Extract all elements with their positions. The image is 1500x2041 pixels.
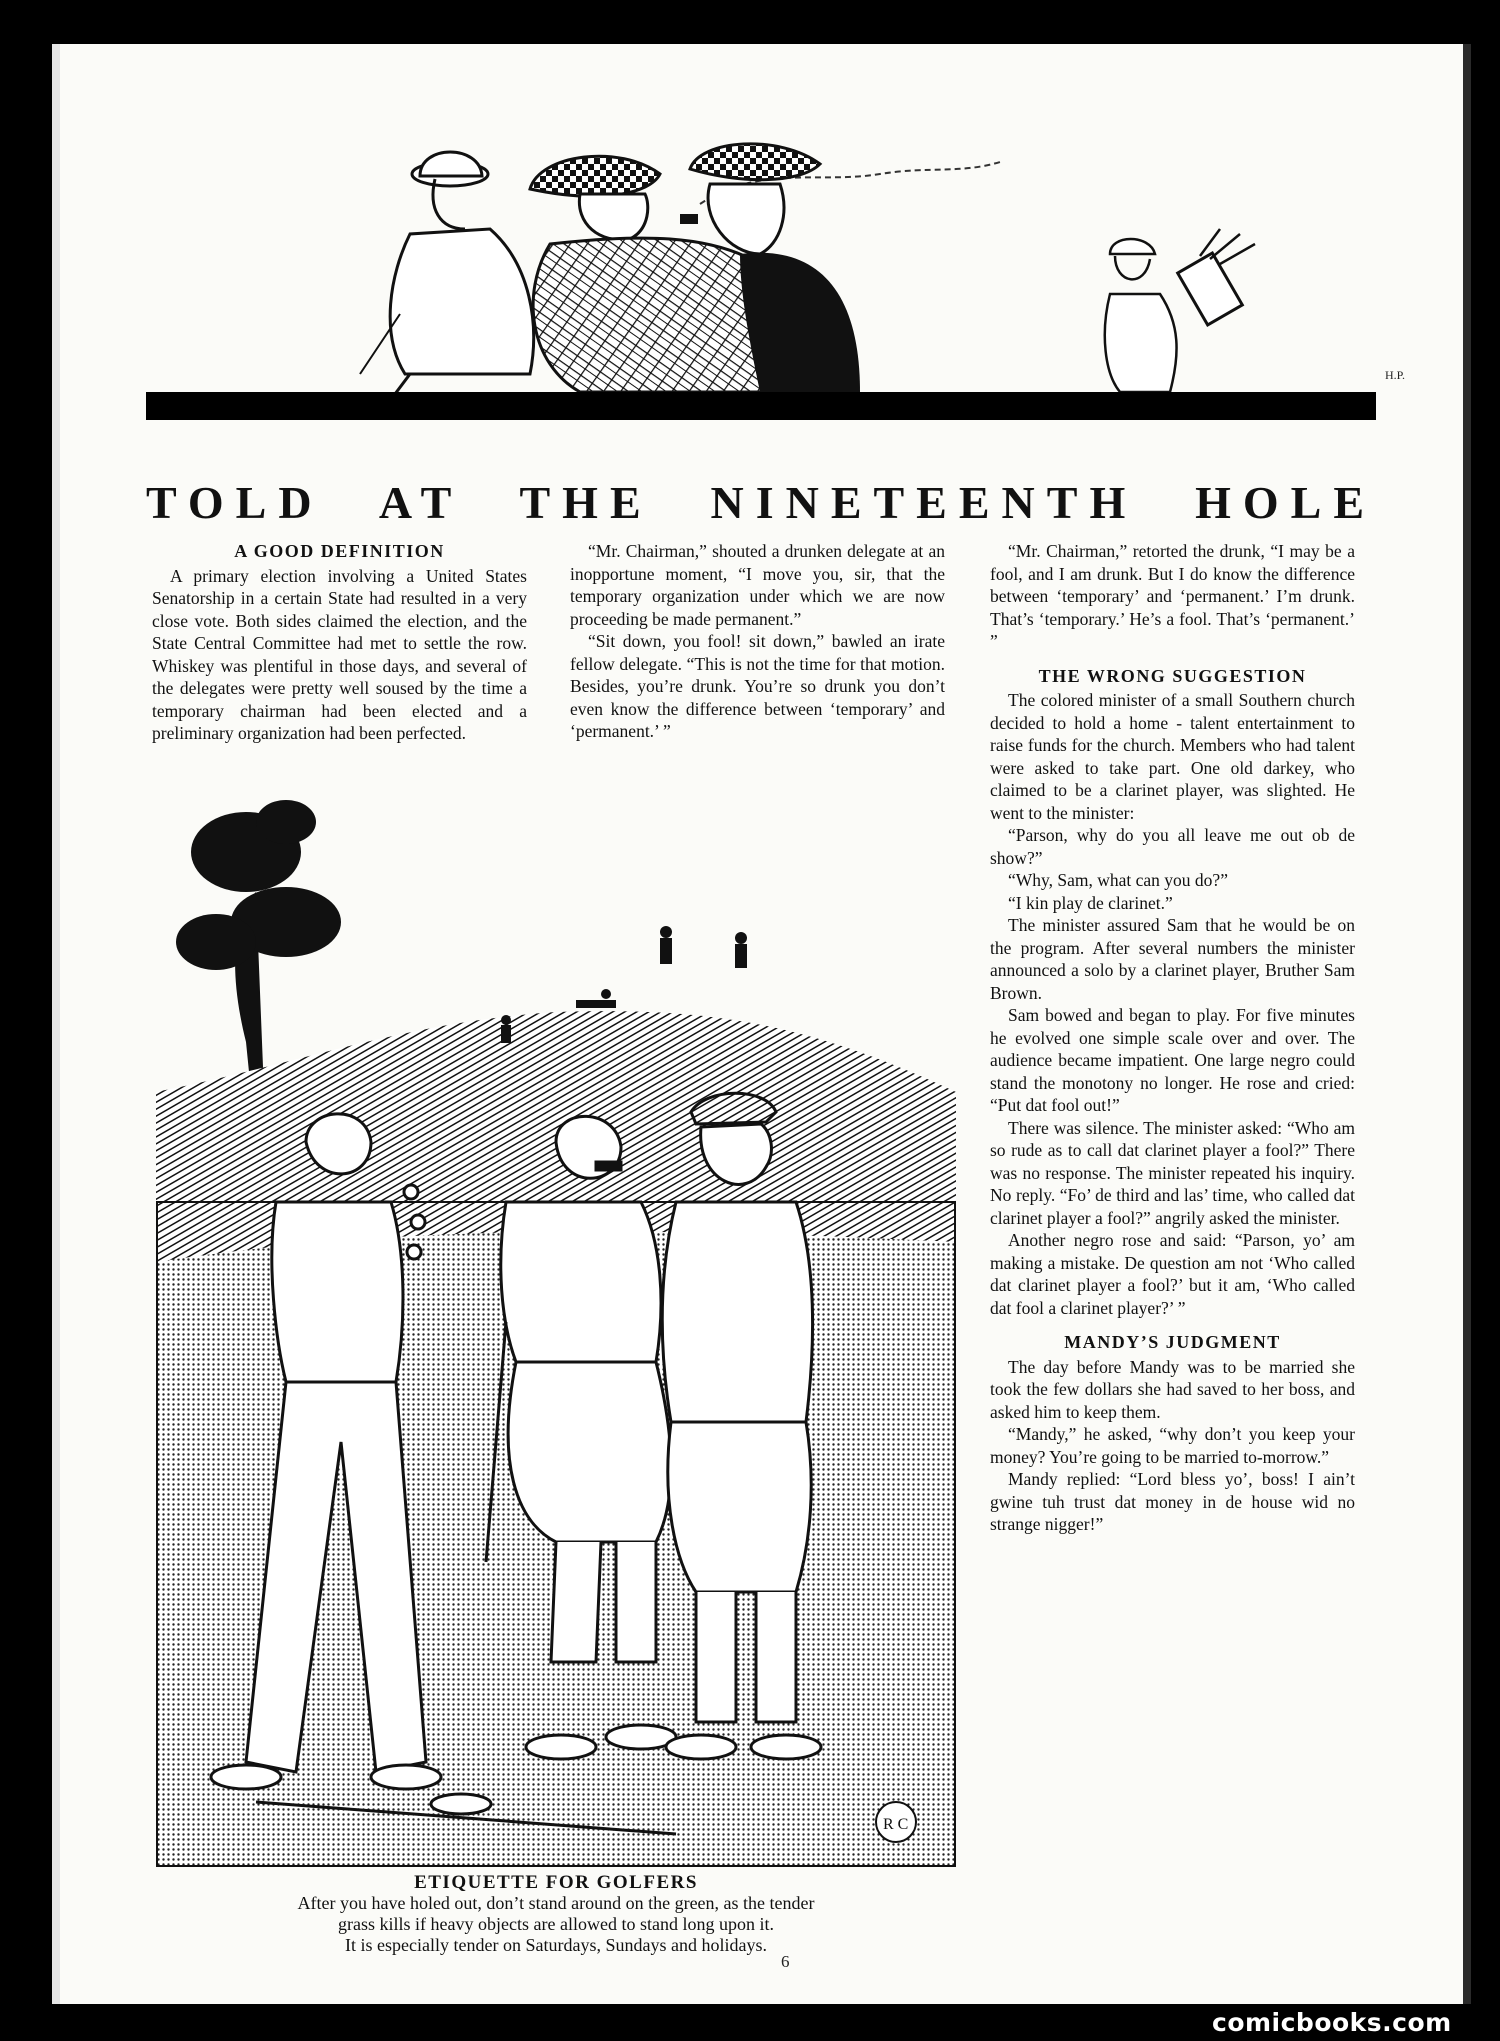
story-heading: MANDY’S JUDGMENT xyxy=(1064,1332,1281,1352)
illustration-caption xyxy=(146,1872,966,1956)
story-paragraph: The minister assured Sam that he would be on the program. After several numbers the minister announced a solo by a clarinet player, Bruther Sam Brown. xyxy=(990,915,1355,1003)
story-paragraph: “Why, Sam, what can you do?” xyxy=(1008,870,1228,890)
page-number: 6 xyxy=(781,1952,790,1971)
caption-line: It is especially tender on Saturdays, Sundays and holidays. xyxy=(345,1935,767,1955)
column-1 xyxy=(152,540,527,745)
magazine-page xyxy=(60,44,1463,2004)
story-paragraph: “Mr. Chairman,” retorted the drunk, “I may be a fool, and I am drunk. But I do know the difference between ‘temporary’ and ‘permanent.’ I’m drunk. That’s ‘temporary.’ He’s a fool. That’s ‘permanent.’ ” xyxy=(990,541,1355,651)
illustrator-initials: R C xyxy=(883,1816,909,1833)
story-paragraph: “Mr. Chairman,” shouted a drunken delegate at an inopportune moment, “I move you, sir, that the temporary organization under which we are now proceeding be made permanent.” xyxy=(570,541,945,629)
story-paragraph: There was silence. The minister asked: “Who am so rude as to call dat clarinet player a fool?” There was no response. The minister repeated his inquiry. No reply. “Fo’ de third and las’ time, who called dat clarinet player a fool?” angrily asked the minister. xyxy=(990,1117,1355,1228)
story-paragraph: “Mandy,” he asked, “why don’t you keep your money? You’re going to be married to-morrow.” xyxy=(990,1424,1355,1467)
story-paragraph: “Sit down, you fool! sit down,” bawled an irate fellow delegate. “This is not the time for that motion. Besides, you’re drunk. You’re so drunk you don’t even know the difference between ‘temporary’ and ‘permanent.’ ” xyxy=(570,631,945,741)
column-2 xyxy=(570,540,945,743)
header-illustration xyxy=(60,44,1463,394)
header-rule xyxy=(146,392,1376,420)
story-paragraph: Sam bowed and began to play. For five minutes he evolved one simple scale over and over. The audience became impatient. One large negro could stand the monotony no longer. He rose and cried: “Put dat fool out!” xyxy=(990,1005,1355,1115)
story-heading: THE WRONG SUGGESTION xyxy=(1038,665,1307,686)
golfers-illustration xyxy=(156,762,956,1867)
page-edge-shadow xyxy=(1463,44,1471,2004)
story-paragraph: “I kin play de clarinet.” xyxy=(1008,892,1173,913)
caddie-figure xyxy=(1105,229,1255,392)
caption-title: ETIQUETTE FOR GOLFERS xyxy=(414,1872,698,1893)
story-paragraph: Another negro rose and said: “Parson, yo’ am making a mistake. De question am not ‘Who called dat clarinet player a fool?’ but it am, ‘Who called dat fool a clarinet player?’ ” xyxy=(990,1230,1355,1318)
story-paragraph: The colored minister of a small Southern church decided to hold a home - talent entertainment to raise funds for the church. Members who had talent were asked to take part. One old darkey, who claimed to be a clarinet player, was slighted. He went to the minister: xyxy=(990,690,1355,823)
story-paragraph: A primary election involving a United States Senatorship in a certain State had resulted in a very close vote. Both sides claimed the election, and the State Central Committee had met to settle the row. Whiskey was plentiful in those days, and several of the delegates were pretty well soused by the time a temporary chairman had been elected and a preliminary organization had been perfected. xyxy=(152,565,527,743)
caption-line: After you have holed out, don’t stand around on the green, as the tender xyxy=(297,1893,815,1913)
story-paragraph: “Parson, why do you all leave me out ob de show?” xyxy=(990,825,1355,868)
column-3 xyxy=(990,540,1355,1536)
watermark: comicbooks.com xyxy=(1212,2008,1452,2037)
caption-line: grass kills if heavy objects are allowed to stand long upon it. xyxy=(338,1914,774,1934)
page-title: TOLD AT THE NINETEENTH HOLE xyxy=(146,477,1376,528)
artist-signature: H.P. xyxy=(1385,368,1406,382)
story-paragraph: Mandy replied: “Lord bless yo’, boss! I ain’t gwine tuh trust dat money in de house wid no strange nigger!” xyxy=(990,1469,1355,1534)
story-heading: A GOOD DEFINITION xyxy=(234,541,445,561)
golfer-left-figure xyxy=(360,152,534,394)
story-paragraph: The day before Mandy was to be married she took the few dollars she had saved to her boss, and asked him to keep them. xyxy=(990,1356,1355,1422)
